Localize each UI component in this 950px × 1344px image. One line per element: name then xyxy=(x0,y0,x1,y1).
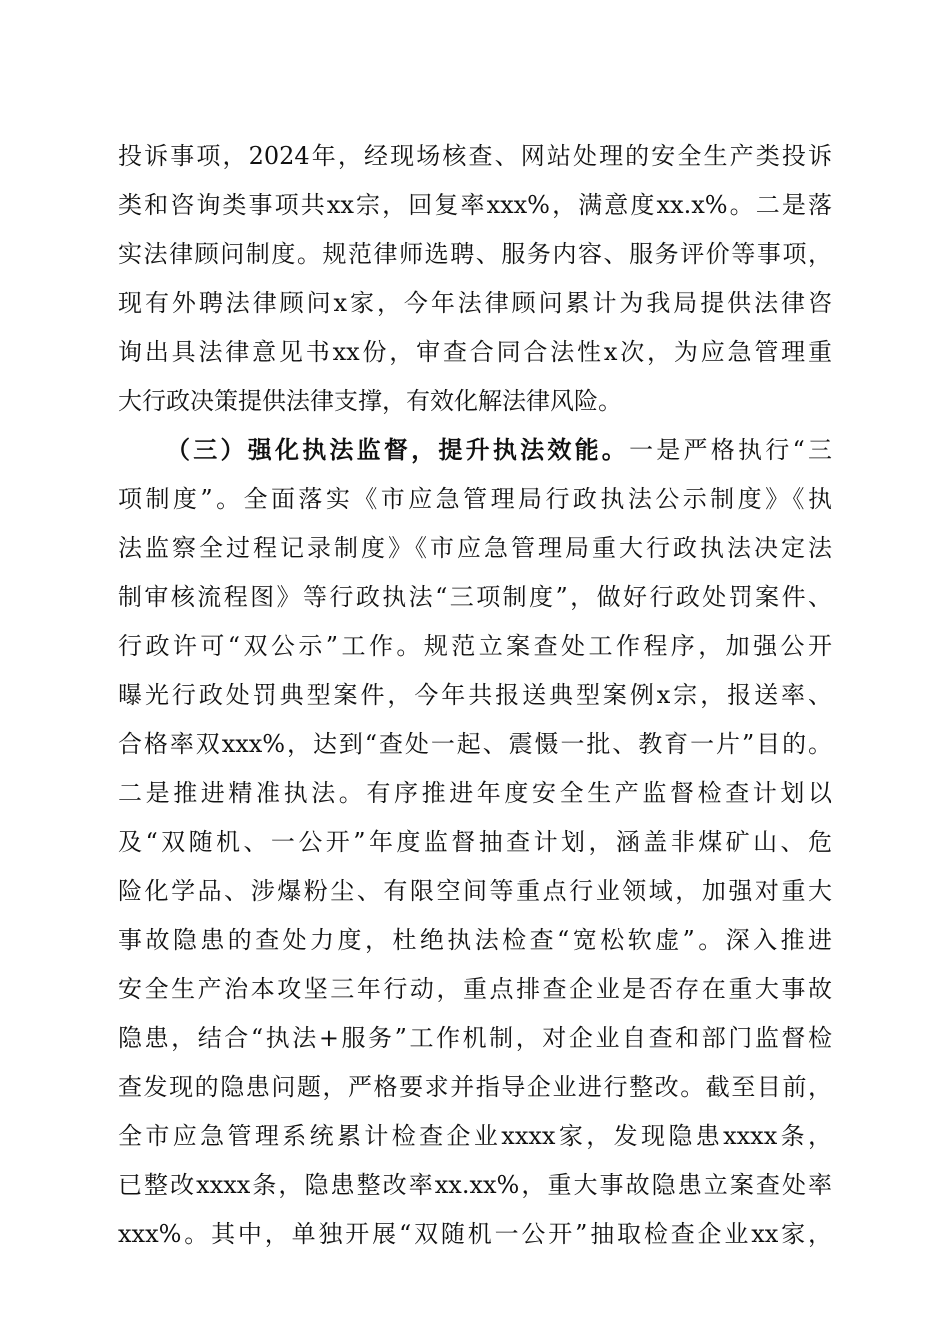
paragraph-line: 实法律顾问制度。规范律师选聘、服务内容、服务评价等事项， xyxy=(118,240,832,268)
paragraph-line: 安全生产治本攻坚三年行动，重点排查企业是否存在重大事故 xyxy=(118,975,832,1003)
paragraph-line: 险化学品、涉爆粉尘、有限空间等重点行业领域，加强对重大 xyxy=(118,877,832,905)
section-heading: （三）强化执法监督，提升执法效能。 xyxy=(166,435,630,464)
paragraph-line: 事故隐患的查处力度，杜绝执法检查“宽松软虚”。深入推进 xyxy=(118,926,832,954)
paragraph-line: 项制度”。全面落实《市应急管理局行政执法公示制度》《执 xyxy=(118,485,832,513)
paragraph-line: xxx%。其中，单独开展“双随机一公开”抽取检查企业xx家， xyxy=(118,1220,832,1248)
paragraph-line: 行政许可“双公示”工作。规范立案查处工作程序，加强公开 xyxy=(118,632,832,660)
paragraph-line: 曝光行政处罚典型案件，今年共报送典型案例x宗，报送率、 xyxy=(118,681,832,709)
section-heading-rest: 一是严格执行“三 xyxy=(629,436,832,464)
paragraph-line: 类和咨询类事项共xx宗，回复率xxx%，满意度xx.x%。二是落 xyxy=(118,191,832,219)
paragraph-line: 及“双随机、一公开”年度监督抽查计划，涵盖非煤矿山、危 xyxy=(118,828,832,856)
paragraph-line: 二是推进精准执法。有序推进年度安全生产监督检查计划以 xyxy=(118,779,832,807)
paragraph-line: 制审核流程图》等行政执法“三项制度”，做好行政处罚案件、 xyxy=(118,583,832,611)
paragraph-line: 全市应急管理系统累计检查企业xxxx家，发现隐患xxxx条， xyxy=(118,1122,832,1150)
paragraph-line: 投诉事项，2024年，经现场核查、网站处理的安全生产类投诉 xyxy=(118,142,832,170)
section-heading-line xyxy=(166,430,832,470)
paragraph-line: 已整改xxxx条，隐患整改率xx.xx%，重大事故隐患立案查处率 xyxy=(118,1171,832,1199)
paragraph-line: 法监察全过程记录制度》《市应急管理局重大行政执法决定法 xyxy=(118,534,832,562)
paragraph-line: 大行政决策提供法律支撑，有效化解法律风险。 xyxy=(118,387,622,415)
paragraph-line: 查发现的隐患问题，严格要求并指导企业进行整改。截至目前， xyxy=(118,1073,832,1101)
paragraph-line: 现有外聘法律顾问x家，今年法律顾问累计为我局提供法律咨 xyxy=(118,289,832,317)
paragraph-line: 隐患，结合“执法+服务”工作机制，对企业自查和部门监督检 xyxy=(118,1024,832,1052)
paragraph-line: 合格率双xxx%，达到“查处一起、震慑一批、教育一片”目的。 xyxy=(118,730,832,758)
paragraph-line: 询出具法律意见书xx份，审查合同合法性x次，为应急管理重 xyxy=(118,338,832,366)
